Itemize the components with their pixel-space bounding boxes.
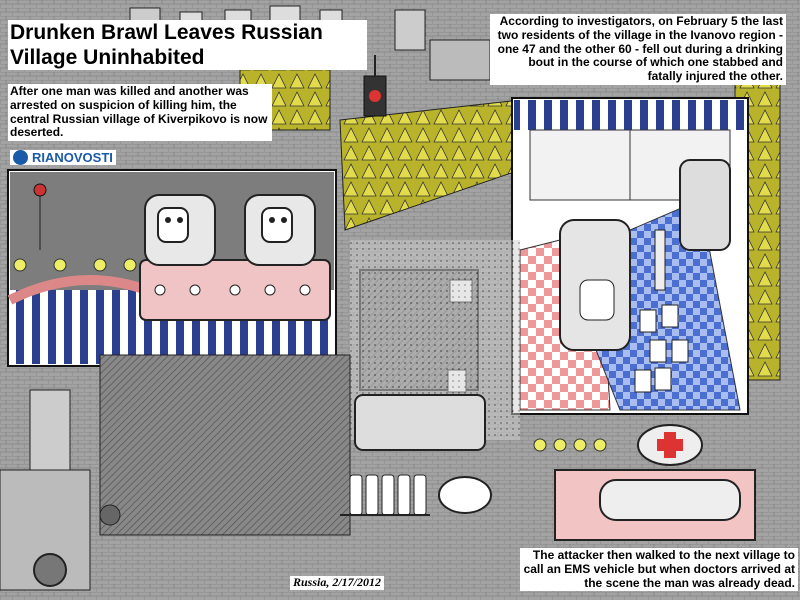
news-agency-logo xyxy=(10,150,116,165)
headline-line-1: Drunken Brawl Leaves Russian xyxy=(10,21,323,44)
headline xyxy=(8,20,367,70)
headline-line-2: Village Uninhabited xyxy=(10,46,205,70)
logo-mark-icon xyxy=(13,150,28,165)
dateline: Russia, 2/17/2012 xyxy=(290,576,384,590)
lead-caption: After one man was killed and another was arrested on suspicion of killing him, the central Russian village of Kiverpikovo is now deserted. xyxy=(8,84,272,141)
logo-text: RIANOVOSTI xyxy=(32,150,113,165)
caption-bottom-right: The attacker then walked to the next village to call an EMS vehicle but when doctors arrived at the scene the man was already dead. xyxy=(520,548,798,591)
caption-top-right: According to investigators, on February 5 the last two residents of the village in the Ivanovo region - one 47 and the other 60 - fell out during a drinking bout in the course of which one stabbed and fatally injured the other. xyxy=(490,14,786,85)
